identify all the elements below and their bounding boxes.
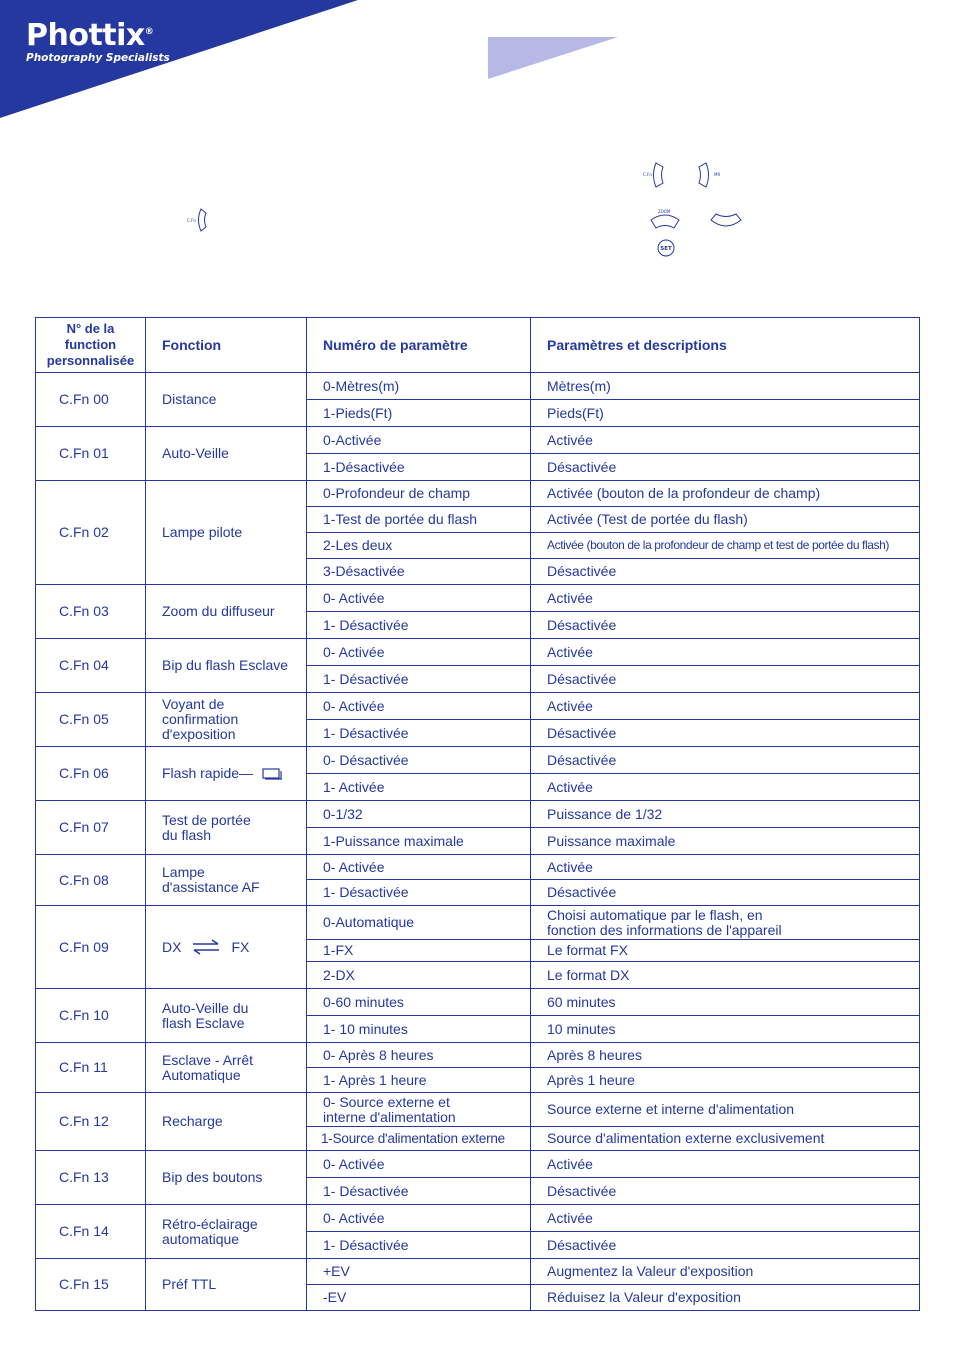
table-row <box>36 427 920 454</box>
table-row <box>36 639 920 666</box>
table-row <box>36 1093 920 1127</box>
param-description: Mètres(m) <box>531 373 920 400</box>
param-description: Activée (bouton de la profondeur de champ) <box>531 481 920 507</box>
fn-number: C.Fn 09 <box>36 906 146 989</box>
fn-number: C.Fn 02 <box>36 481 146 585</box>
fn-name: Bip du flash Esclave <box>146 639 307 693</box>
param-number: 1- Désactivée <box>307 880 531 906</box>
table-row <box>36 989 920 1016</box>
cfn-button-icon <box>186 206 214 234</box>
param-description: Désactivée <box>531 1232 920 1259</box>
param-description: Désactivée <box>531 612 920 639</box>
param-description: Désactivée <box>531 1178 920 1205</box>
param-number: 1-Test de portée du flash <box>307 507 531 533</box>
decorative-triangle <box>488 37 618 79</box>
param-description: Désactivée <box>531 559 920 585</box>
header-function: Fonction <box>146 318 307 373</box>
cfn-icon-label: C.Fn <box>187 218 196 223</box>
param-number: 0- Désactivée <box>307 747 531 774</box>
param-number: 0- Activée <box>307 585 531 612</box>
param-number: 0-Activée <box>307 427 531 454</box>
brand-logo <box>26 14 170 64</box>
param-number: 0- Activée <box>307 1151 531 1178</box>
brand-name: Phottix <box>26 18 145 53</box>
custom-functions-table <box>35 317 920 1311</box>
fn-number: C.Fn 12 <box>36 1093 146 1151</box>
param-number: 0-1/32 <box>307 801 531 828</box>
table-row <box>36 1043 920 1068</box>
table-row <box>36 585 920 612</box>
param-description: Réduisez la Valeur d'exposition <box>531 1285 920 1311</box>
svg-text:C.Fn: C.Fn <box>643 172 652 177</box>
fn-name: Auto-Veille <box>146 427 307 481</box>
param-number: 1- Activée <box>307 774 531 801</box>
fn-number: C.Fn 04 <box>36 639 146 693</box>
param-number: 1- Désactivée <box>307 720 531 747</box>
table-row <box>36 1205 920 1232</box>
param-number: 1-Pieds(Ft) <box>307 400 531 427</box>
param-number: 0-Profondeur de champ <box>307 481 531 507</box>
fn-number: C.Fn 14 <box>36 1205 146 1259</box>
param-description: Désactivée <box>531 720 920 747</box>
lower-dial-button-icon <box>708 210 744 234</box>
param-description: Source externe et interne d'alimentation <box>531 1093 920 1127</box>
param-number: 0- Après 8 heures <box>307 1043 531 1068</box>
table-row <box>36 855 920 880</box>
param-description: 10 minutes <box>531 1016 920 1043</box>
param-description: Désactivée <box>531 880 920 906</box>
param-description: Désactivée <box>531 666 920 693</box>
fn-name-right: FX <box>231 938 250 955</box>
fn-number: C.Fn 07 <box>36 801 146 855</box>
fn-name-left: DX <box>162 938 182 955</box>
param-description: Activée (bouton de la profondeur de champ et test de portée du flash) <box>531 533 920 559</box>
table-row <box>36 1259 920 1285</box>
param-description: Activée <box>531 693 920 720</box>
param-description: Après 1 heure <box>531 1068 920 1093</box>
param-description: Activée <box>531 1151 920 1178</box>
param-description: Activée <box>531 585 920 612</box>
param-number: 1-Source d'alimentation externe <box>307 1127 531 1151</box>
param-description: Désactivée <box>531 747 920 774</box>
param-number: 0- Activée <box>307 855 531 880</box>
fn-name: Auto-Veille du flash Esclave <box>146 989 307 1043</box>
set-button-label: SET <box>660 246 672 252</box>
fn-number: C.Fn 01 <box>36 427 146 481</box>
param-description: Le format FX <box>531 940 920 962</box>
fn-name: Test de portée du flash <box>146 801 307 855</box>
set-button-icon <box>656 238 676 258</box>
param-description: Activée <box>531 1205 920 1232</box>
cfn-dial-left-icon <box>642 160 672 190</box>
fn-name: Rétro-éclairage automatique <box>146 1205 307 1259</box>
fn-number: C.Fn 15 <box>36 1259 146 1311</box>
param-number: 0- Source externe et interne d'alimentation <box>307 1093 531 1127</box>
param-number: 2-DX <box>307 962 531 989</box>
param-description: Source d'alimentation externe exclusivement <box>531 1127 920 1151</box>
param-description: Activée <box>531 427 920 454</box>
fn-number: C.Fn 06 <box>36 747 146 801</box>
registered-mark: ® <box>144 27 154 37</box>
header-parameter-number: Numéro de paramètre <box>307 318 531 373</box>
param-number: 0-Mètres(m) <box>307 373 531 400</box>
param-description: Puissance maximale <box>531 828 920 855</box>
header-fn-number: N° de la function personnalisée <box>36 318 146 373</box>
fn-name: Distance <box>146 373 307 427</box>
param-number: 1- Désactivée <box>307 1178 531 1205</box>
table-row <box>36 373 920 400</box>
param-description: Activée <box>531 855 920 880</box>
fn-number: C.Fn 08 <box>36 855 146 906</box>
fn-number: C.Fn 05 <box>36 693 146 747</box>
param-description: Choisi automatique par le flash, en fonction des informations de l'appareil <box>531 906 920 940</box>
table-row <box>36 801 920 828</box>
fn-name: Préf TTL <box>146 1259 307 1311</box>
param-description: Le format DX <box>531 962 920 989</box>
param-number: 0- Activée <box>307 1205 531 1232</box>
fn-number: C.Fn 00 <box>36 373 146 427</box>
param-number: 0-60 minutes <box>307 989 531 1016</box>
param-number: 1- 10 minutes <box>307 1016 531 1043</box>
param-number: 1-Puissance maximale <box>307 828 531 855</box>
param-description: Désactivée <box>531 454 920 481</box>
fn-number: C.Fn 03 <box>36 585 146 639</box>
fn-number: C.Fn 10 <box>36 989 146 1043</box>
param-number: 1- Désactivée <box>307 1232 531 1259</box>
table-row <box>36 1151 920 1178</box>
fn-name: Lampe pilote <box>146 481 307 585</box>
fn-name: Lampe d'assistance AF <box>146 855 307 906</box>
param-number: 1- Après 1 heure <box>307 1068 531 1093</box>
param-number: 1- Désactivée <box>307 612 531 639</box>
param-description: Activée <box>531 639 920 666</box>
table-row <box>36 747 920 774</box>
fn-name-cell <box>146 747 307 801</box>
param-number: 0-Automatique <box>307 906 531 940</box>
param-description: Puissance de 1/32 <box>531 801 920 828</box>
table-row <box>36 481 920 507</box>
table-row <box>36 906 920 940</box>
swap-arrows-icon <box>191 939 221 955</box>
param-number: 1-FX <box>307 940 531 962</box>
param-number: -EV <box>307 1285 531 1311</box>
fn-name: Recharge <box>146 1093 307 1151</box>
fn-number: C.Fn 11 <box>36 1043 146 1093</box>
fn-name: Zoom du diffuseur <box>146 585 307 639</box>
brand-tagline: Photography Specialists <box>26 52 170 64</box>
fn-number: C.Fn 13 <box>36 1151 146 1205</box>
table-row <box>36 693 920 720</box>
fn-name: Bip des boutons <box>146 1151 307 1205</box>
fn-name: Flash rapide— <box>162 765 254 781</box>
param-number: 1- Désactivée <box>307 666 531 693</box>
camera-icon <box>261 768 283 780</box>
mr-dial-right-icon <box>696 160 728 190</box>
param-number: 0- Activée <box>307 693 531 720</box>
fn-name-cell <box>146 906 307 989</box>
param-description: Activée <box>531 774 920 801</box>
param-description: 60 minutes <box>531 989 920 1016</box>
fn-name: Voyant de confirmation d'exposition <box>146 693 307 747</box>
param-number: 1-Désactivée <box>307 454 531 481</box>
param-number: 2-Les deux <box>307 533 531 559</box>
header-parameter-description: Paramètres et descriptions <box>531 318 920 373</box>
param-number: 3-Désactivée <box>307 559 531 585</box>
zoom-button-icon <box>648 206 682 232</box>
param-number: +EV <box>307 1259 531 1285</box>
fn-name: Esclave - Arrêt Automatique <box>146 1043 307 1093</box>
svg-text:ZOOM: ZOOM <box>658 209 671 214</box>
param-description: Pieds(Ft) <box>531 400 920 427</box>
param-description: Activée (Test de portée du flash) <box>531 507 920 533</box>
param-number: 0- Activée <box>307 639 531 666</box>
param-description: Après 8 heures <box>531 1043 920 1068</box>
param-description: Augmentez la Valeur d'exposition <box>531 1259 920 1285</box>
svg-text:MR: MR <box>714 172 721 177</box>
